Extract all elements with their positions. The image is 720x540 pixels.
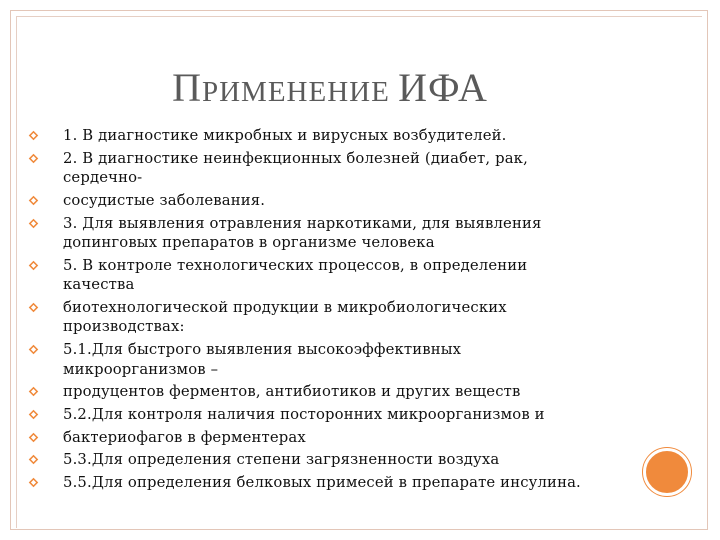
diamond-bullet-icon [28, 218, 39, 229]
list-item [28, 126, 598, 146]
bullet-list [28, 126, 598, 496]
diamond-bullet-icon [28, 409, 39, 420]
title-initial: П [172, 65, 202, 110]
diamond-bullet-icon [28, 153, 39, 164]
list-item [28, 191, 598, 211]
list-item [28, 405, 598, 425]
title-abbr: ИФА [398, 65, 488, 110]
list-item-text: 5.3.Для определения степени загрязненности воздуха [63, 451, 500, 469]
list-item-text: 2. В диагностике неинфекционных болезней (диабет, рак, сердечно- [63, 149, 528, 187]
diamond-bullet-icon [28, 477, 39, 488]
list-item [28, 340, 598, 379]
title-rest: РИМЕНЕНИЕ [201, 76, 399, 108]
diamond-bullet-icon [28, 344, 39, 355]
orange-circle-icon [643, 448, 691, 496]
list-item [28, 382, 598, 402]
list-item-text: сосудистые заболевания. [63, 191, 266, 209]
list-item-text: 5.1.Для быстрого выявления высокоэффективных микроорганизмов – [63, 341, 462, 378]
list-item-text: биотехнологической продукции в микробиологических производствах: [63, 298, 507, 336]
list-item [28, 298, 598, 337]
list-item-text: продуцентов ферментов, антибиотиков и других веществ [63, 383, 521, 401]
list-item-text: 5.2.Для контроля наличия посторонних микроорганизмов и [63, 406, 545, 423]
diamond-bullet-icon [28, 195, 39, 206]
list-item [28, 473, 598, 493]
diamond-bullet-icon [28, 454, 39, 465]
list-item [28, 428, 598, 448]
diamond-bullet-icon [28, 260, 39, 271]
list-item-text: 3. Для выявления отравления наркотиками, для выявления допинговых препаратов в организме человека [63, 214, 542, 252]
list-item [28, 214, 598, 253]
list-item-text: 1. В диагностике микробных и вирусных возбудителей. [63, 127, 507, 144]
diamond-bullet-icon [28, 386, 39, 397]
list-item [28, 149, 598, 188]
list-item [28, 450, 598, 470]
list-item-text: бактериофагов в ферментерах [63, 428, 306, 446]
diamond-bullet-icon [28, 302, 39, 313]
diamond-bullet-icon [28, 130, 39, 141]
list-item [28, 256, 598, 295]
diamond-bullet-icon [28, 432, 39, 443]
slide-title [0, 64, 660, 111]
list-item-text: 5. В контроле технологических процессов, в определении качества [63, 256, 528, 294]
list-item-text: 5.5.Для определения белковых примесей в препарате инсулина. [63, 474, 581, 492]
